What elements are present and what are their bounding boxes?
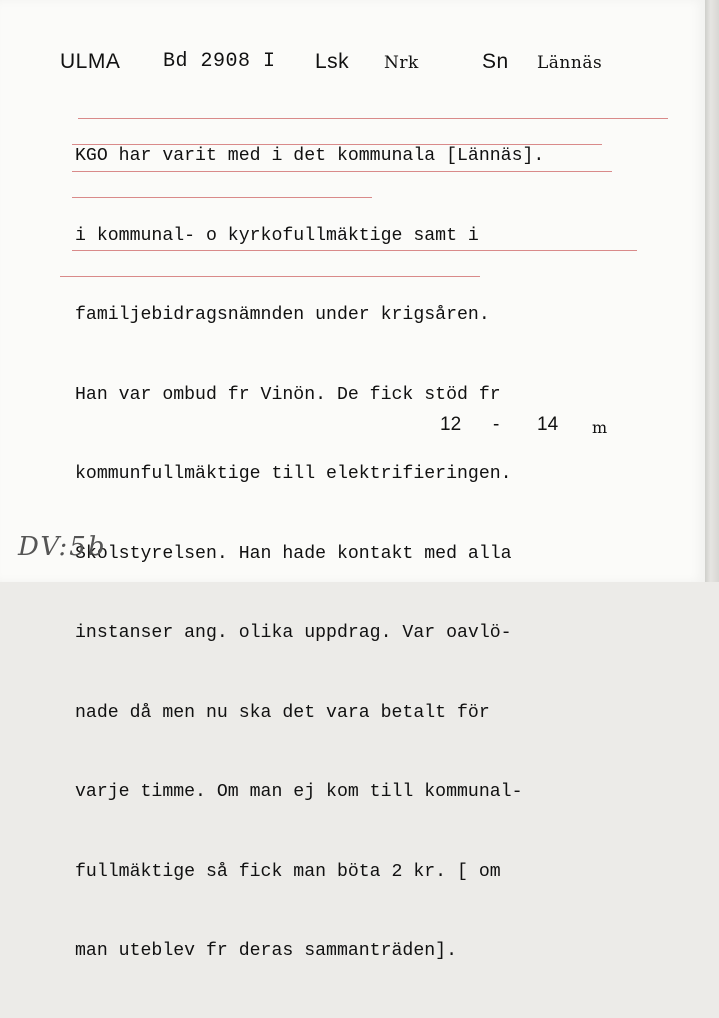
underline-mark [72, 144, 602, 145]
page-unit: m [592, 418, 608, 437]
transcript-line: KGO har varit med i det kommunala [Lännäs]. [75, 146, 545, 166]
informant-code: ULMA [60, 50, 121, 73]
underline-mark [60, 276, 480, 277]
transcript-line: man uteblev fr deras sammanträden]. [75, 941, 457, 961]
transcript-line: varje timme. Om man ej kom till kommunal- [75, 782, 523, 802]
parish-label: Sn [482, 50, 509, 73]
handwritten-signature: DV:5b [18, 532, 107, 562]
page-start: 12 [440, 414, 462, 435]
parish-name: Lännäs [537, 53, 603, 73]
page-dash: - [493, 414, 500, 435]
underline-mark [72, 197, 372, 198]
transcript-line: nade då men nu ska det vara betalt för [75, 702, 490, 723]
transcript-line: kommunfullmäktige till elektrifieringen. [75, 464, 512, 484]
underline-mark [72, 250, 637, 251]
underline-mark [78, 118, 668, 119]
transcript-body [75, 90, 544, 1018]
volume-number: Bd 2908 I [163, 50, 276, 73]
transcript-line: Han var ombud fr Vinön. De fick stöd fr [75, 384, 501, 405]
province-code: Lsk [315, 50, 350, 73]
transcript-line: familjebidragsnämnden under krigsåren. [75, 305, 490, 325]
card-edge [705, 0, 719, 582]
page-end: 14 [537, 414, 559, 435]
transcript-line: instanser ang. olika uppdrag. Var oavlö- [75, 623, 512, 643]
district-code: Nrk [384, 53, 419, 73]
transcript-line: fullmäktige så fick man böta 2 kr. [ om [75, 861, 501, 882]
transcript-line: i kommunal- o kyrkofullmäktige samt i [75, 225, 479, 246]
transcript-line: Skolstyrelsen. Han hade kontakt med alla [75, 543, 512, 564]
underline-mark [72, 171, 612, 172]
